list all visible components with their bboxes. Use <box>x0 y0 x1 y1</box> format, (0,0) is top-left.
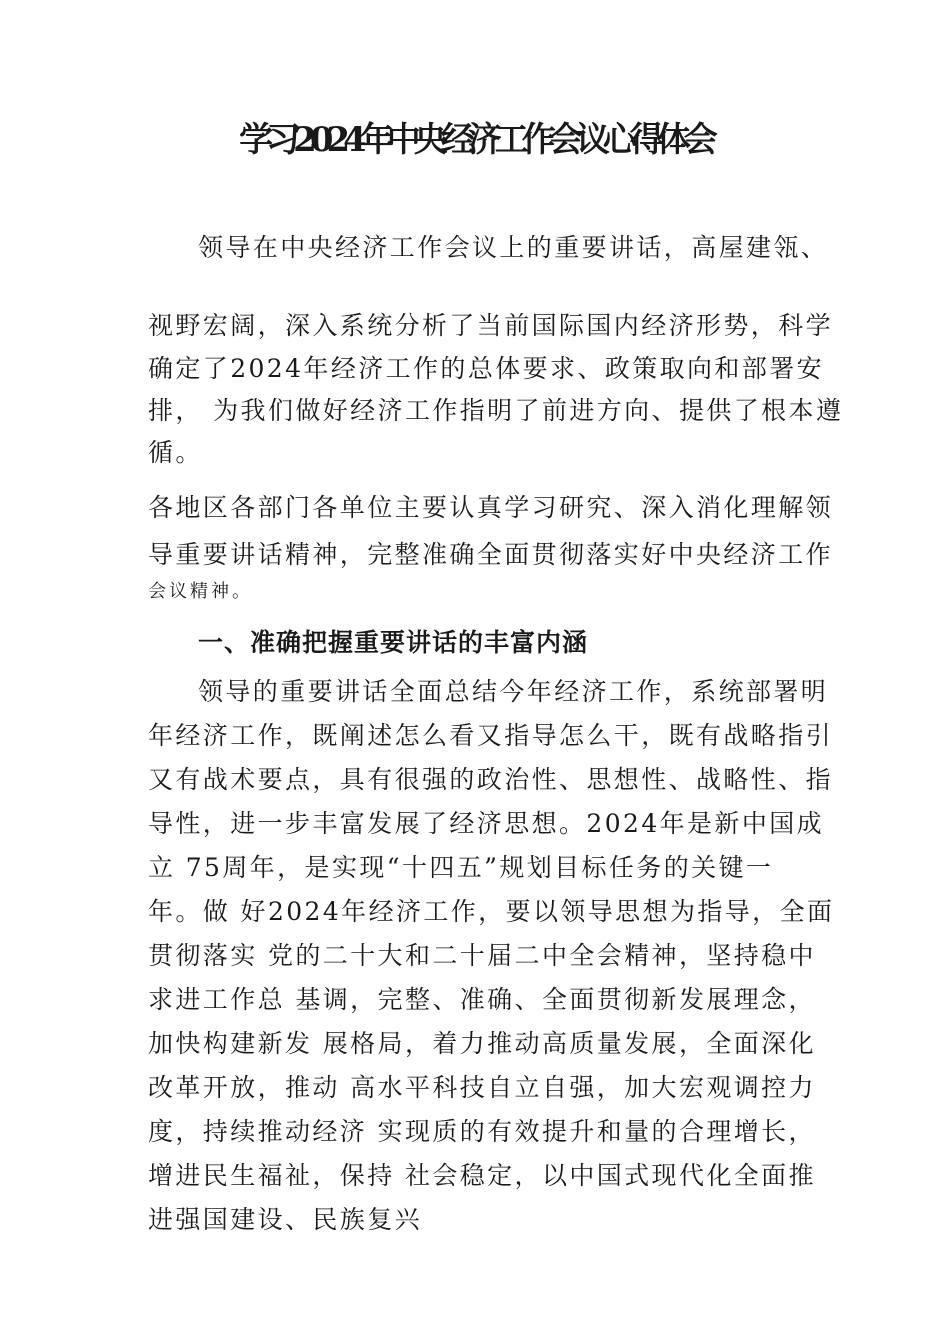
paragraph-line: 循。 <box>148 438 203 467</box>
paragraph-line: 增进民生福祉，保持 社会稳定，以中国式现代化全面推 <box>148 1161 816 1190</box>
paragraph-line: 排， 为我们做好经济工作指明了前进方向、提供了根本遵 <box>148 396 844 425</box>
paragraph-line: 各地区各部门各单位主要认真学习研究、深入消化理解领 <box>148 493 834 522</box>
paragraph-line: 贯彻落实 党的二十大和二十届二中全会精神，坚持稳中 <box>148 941 816 970</box>
paragraph-line: 视野宏阔，深入系统分析了当前国际国内经济形势，科学 <box>148 311 834 340</box>
section-heading: 一、准确把握重要讲话的丰富内涵 <box>198 628 589 657</box>
paragraph-line: 又有战术要点，具有很强的政治性、思想性、战略性、指 <box>148 765 834 794</box>
paragraph-line: 确定了2024年经济工作的总体要求、政策取向和部署安 <box>148 354 825 383</box>
document-title: 学习2024年中央经济工作会议心得体会 <box>239 120 711 160</box>
paragraph-line: 年经济工作，既阐述怎么看又指导怎么干，既有战略指引 <box>148 721 834 750</box>
paragraph-line: 改革开放，推动 高水平科技自立自强，加大宏观调控力 <box>148 1073 816 1102</box>
paragraph-line: 导性，进一步丰富发展了经济思想。2024年是新中国成 <box>148 809 825 838</box>
paragraph-line: 领导的重要讲话全面总结今年经济工作，系统部署明 <box>198 677 829 706</box>
paragraph-line: 度，持续推动经济 实现质的有效提升和量的合理增长， <box>148 1117 816 1146</box>
paragraph-line: 年。做 好2024年经济工作，要以领导思想为指导，全面 <box>148 897 835 926</box>
paragraph-line: 导重要讲话精神，完整准确全面贯彻落实好中央经济工作 <box>148 540 834 569</box>
paragraph-line: 立 75周年，是实现“十四五”规划目标任务的关键一 <box>148 853 774 882</box>
paragraph-line: 领导在中央经济工作会议上的重要讲话，高屋建瓴、 <box>198 233 829 262</box>
paragraph-line: 会议精神。 <box>148 581 253 602</box>
paragraph-line: 求进工作总 基调，完整、准确、全面贯彻新发展理念， <box>148 985 816 1014</box>
paragraph-line: 进强国建设、民族复兴 <box>148 1205 423 1234</box>
paragraph-line: 加快构建新发 展格局，着力推动高质量发展，全面深化 <box>148 1029 816 1058</box>
